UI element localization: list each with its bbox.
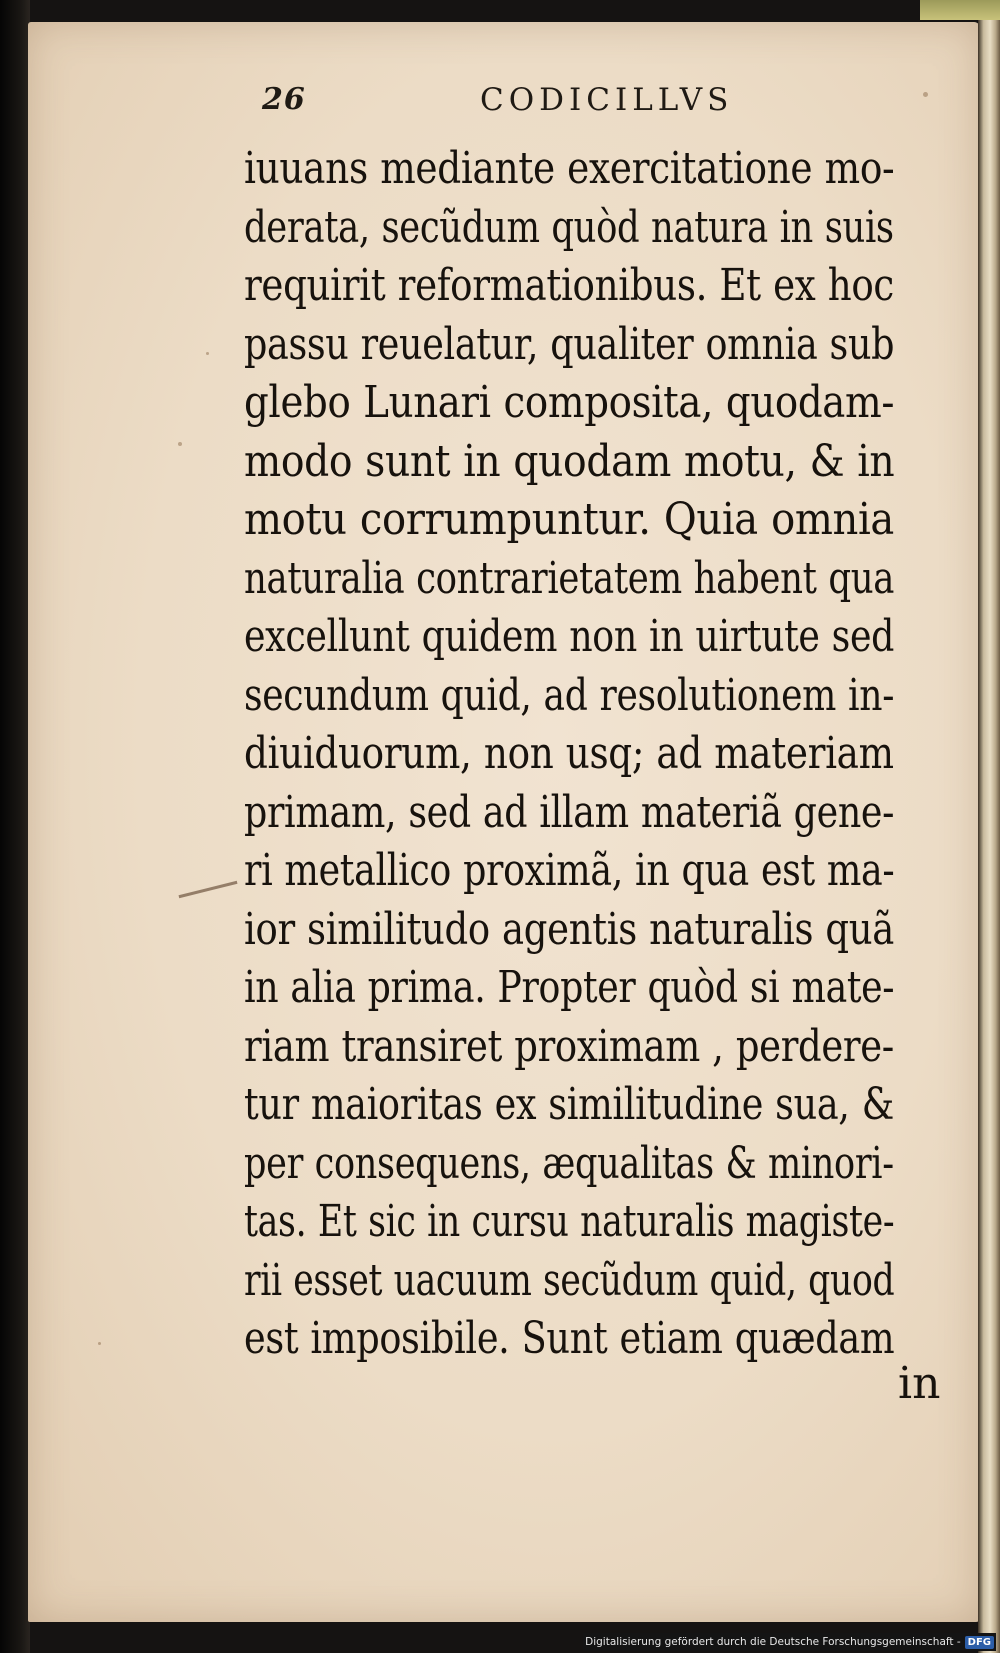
page-leaves-edge <box>978 0 1000 1653</box>
text-line: requirit reformationibus. Et ex hoc <box>244 260 894 311</box>
text-line: rii esset uacuum secũdum quid, quod <box>244 1254 895 1306</box>
binding-shadow <box>0 0 30 1653</box>
text-line: iuuans mediante exercitatione mo- <box>244 143 895 194</box>
running-title: CODICILLVS <box>480 82 734 118</box>
text-line: naturalia contrarietatem habent qua <box>244 552 895 604</box>
text-line: passu reuelatur, qualiter omnia sub <box>244 318 895 370</box>
credit-text: Digitalisierung gefördert durch die Deutsche Forschungsgemeinschaft - <box>585 1636 961 1648</box>
text-line: riam transiret proximam , perdere- <box>244 1020 894 1072</box>
running-head <box>262 82 762 122</box>
text-line: in alia prima. Propter quòd si mate- <box>244 962 895 1013</box>
text-line: motu corrumpuntur. Quia omnia <box>244 494 894 545</box>
text-line: est imposibile. Sunt etiam quædam <box>244 1313 895 1364</box>
text-line: tas. Et sic in cursu naturalis magiste- <box>244 1196 895 1247</box>
digitization-credit <box>583 1633 996 1651</box>
page-number: 26 <box>262 82 306 117</box>
text-line: primam, sed ad illam materiã gene- <box>244 786 895 838</box>
catchword: in <box>898 1358 941 1409</box>
paper-speck <box>206 352 209 355</box>
dfg-logo-icon: DFG <box>965 1636 994 1649</box>
text-line: glebo Lunari composita, quodam- <box>244 377 895 428</box>
text-line: tur maioritas ex similitudine sua, & <box>244 1079 894 1130</box>
paper-speck <box>178 442 182 446</box>
text-line: modo sunt in quodam motu, & in <box>244 435 895 487</box>
text-line: per consequens, æqualitas & minori- <box>244 1137 894 1189</box>
paper-speck <box>98 1342 101 1345</box>
text-line: excellunt quidem non in uirtute sed <box>244 611 895 662</box>
text-line: ri metallico proximã, in qua est ma- <box>244 845 895 896</box>
text-line: secundum quid, ad resolutionem in- <box>244 669 895 721</box>
text-line: diuiduorum, non usq; ad materiam <box>244 728 894 779</box>
text-line: derata, secũdum quòd natura in suis <box>244 201 894 253</box>
cover-edge <box>920 0 1000 20</box>
paper-speck <box>923 92 928 97</box>
body-text <box>244 140 944 1369</box>
text-line: ior similitudo agentis naturalis quã <box>244 903 894 955</box>
